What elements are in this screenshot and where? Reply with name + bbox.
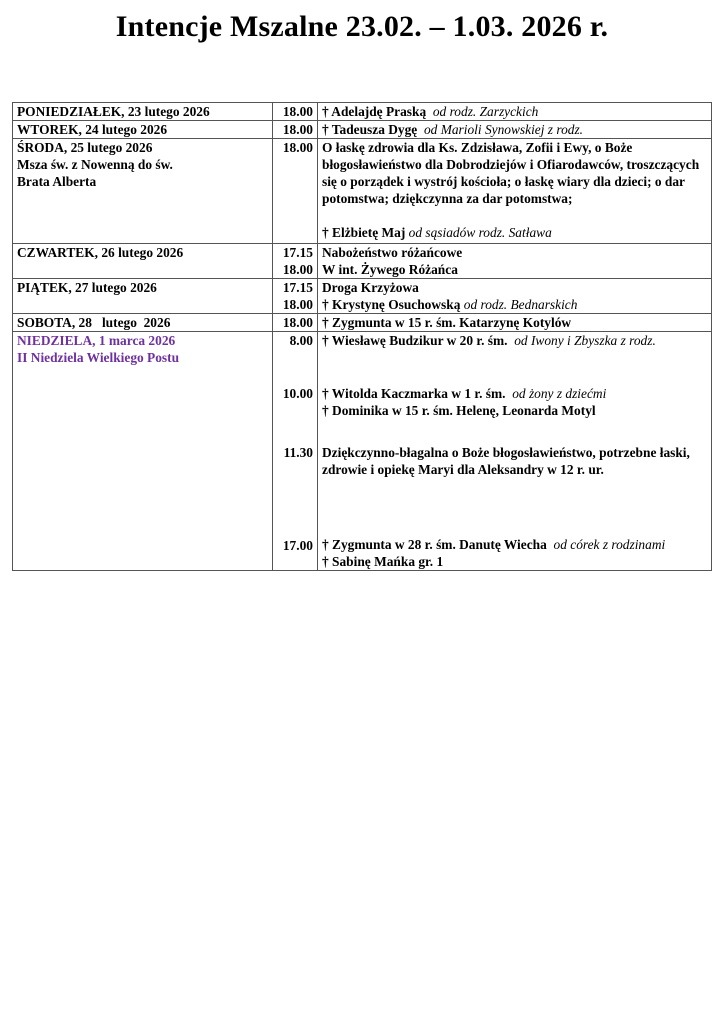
intent-cell [318, 279, 712, 314]
day-label: ŚRODA, 25 lutego 2026 [17, 140, 153, 155]
intention-source: od rodz. Bednarskich [463, 297, 578, 312]
intention-text: Nabożeństwo różańcowe [322, 245, 463, 260]
time-cell [273, 314, 318, 332]
day-label: PONIEDZIAŁEK, 23 lutego 2026 [17, 104, 210, 119]
intention-text: W int. Żywego Różańca [322, 262, 458, 277]
mass-time: 17.00 [282, 538, 313, 553]
day-subtitle: II Niedziela Wielkiego Postu [17, 350, 180, 365]
day-cell [13, 139, 273, 244]
mass-time: 18.00 [282, 122, 313, 137]
intent-cell [318, 121, 712, 139]
intent-cell [318, 244, 712, 279]
intention-source: od Iwony i Zbyszka z rodz. [514, 333, 656, 348]
table-row [13, 314, 712, 332]
table-row [13, 121, 712, 139]
time-cell [273, 139, 318, 244]
mass-time: 8.00 [289, 333, 313, 348]
intention-text: O łaskę zdrowia dla Ks. Zdzisława, Zofii i Ewy, o Boże błogosławieństwo dla Dobrodziejów i Ofiarodawców, troszczących się o porządek i wystrój kościoła; o łaskę wiary dla dzieci; o dar potomstwa; dziękczynna za dar potomstwa; [322, 140, 700, 206]
day-label: WTOREK, 24 lutego 2026 [17, 122, 168, 137]
intention-source: od żony z dziećmi [512, 386, 607, 401]
intention-text: † Sabinę Mańka gr. 1 [322, 554, 444, 569]
day-cell [13, 103, 273, 121]
intent-cell [318, 139, 712, 244]
mass-time: 18.00 [282, 297, 313, 312]
day-cell [13, 244, 273, 279]
day-cell [13, 314, 273, 332]
intention-text: † Wiesławę Budzikur w 20 r. śm. [322, 333, 508, 348]
intention-text: † Dominika w 15 r. śm. Helenę, Leonarda Motyl [322, 403, 596, 418]
time-cell [273, 332, 318, 571]
page-title: Intencje Mszalne 23.02. – 1.03. 2026 r. [115, 10, 609, 43]
intent-cell [318, 314, 712, 332]
intention-source: od Marioli Synowskiej z rodz. [423, 122, 584, 137]
time-cell [273, 279, 318, 314]
table-row [13, 103, 712, 121]
intentions-table [12, 102, 712, 571]
intention-text: † Adelajdę Praską [322, 104, 427, 119]
day-cell [13, 332, 273, 571]
intention-text: Dziękczynno-błagalna o Boże błogosławieństwo, potrzebne łaski, zdrowie i opiekę Maryi dla Aleksandry w 12 r. ur. [322, 445, 690, 477]
intention-source: od sąsiadów rodz. Satława [408, 225, 552, 240]
intention-text: † Witolda Kaczmarka w 1 r. śm. [322, 386, 506, 401]
time-cell [273, 244, 318, 279]
intention-text: † Zygmunta w 15 r. śm. Katarzynę Kotylów [322, 315, 572, 330]
day-label: NIEDZIELA, 1 marca 2026 [17, 333, 176, 348]
day-label: SOBOTA, 28 lutego 2026 [17, 315, 171, 330]
time-cell [273, 121, 318, 139]
day-label: PIĄTEK, 27 lutego 2026 [17, 280, 157, 295]
mass-time: 11.30 [283, 445, 313, 460]
table-row [13, 332, 712, 571]
intention-source: od córek z rodzinami [553, 537, 666, 552]
intention-source: od rodz. Zarzyckich [432, 104, 539, 119]
day-cell [13, 121, 273, 139]
mass-time: 18.00 [282, 104, 313, 119]
intent-cell [318, 103, 712, 121]
day-subtitle: Msza św. z Nowenną do św. Brata Alberta [17, 157, 173, 189]
table-row [13, 279, 712, 314]
mass-time: 18.00 [282, 315, 313, 330]
intention-text: † Krystynę Osuchowską [322, 297, 461, 312]
day-cell [13, 279, 273, 314]
intent-cell [318, 332, 712, 571]
intention-text: Droga Krzyżowa [322, 280, 419, 295]
day-label: CZWARTEK, 26 lutego 2026 [17, 245, 184, 260]
table-row [13, 244, 712, 279]
table-row [13, 139, 712, 244]
mass-time: 18.00 [282, 140, 313, 155]
intention-text: † Zygmunta w 28 r. śm. Danutę Wiecha [322, 537, 547, 552]
mass-time: 10.00 [282, 386, 313, 401]
mass-time: 18.00 [282, 262, 313, 277]
time-cell [273, 103, 318, 121]
intention-text: † Tadeusza Dygę [322, 122, 418, 137]
intention-text: † Elżbietę Maj [322, 225, 406, 240]
mass-time: 17.15 [282, 245, 313, 260]
mass-time: 17.15 [282, 280, 313, 295]
